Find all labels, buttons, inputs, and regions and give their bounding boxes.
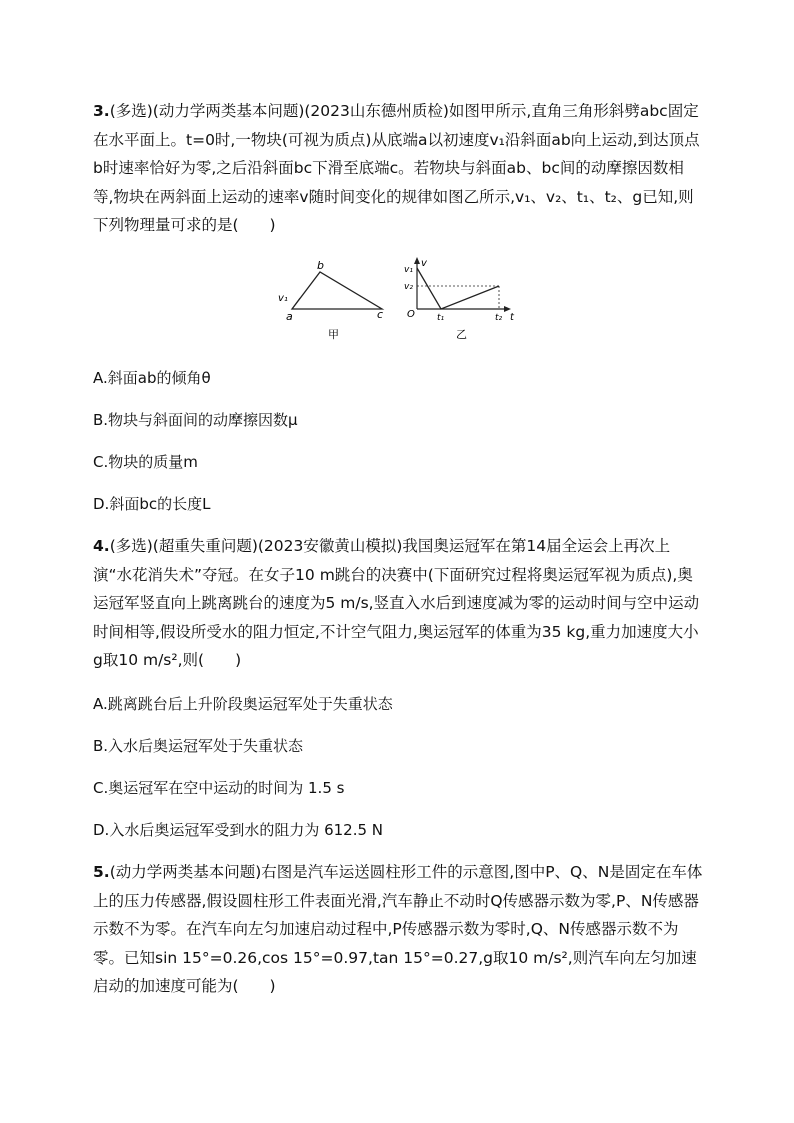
figure-3: [270, 254, 530, 346]
q3-option-d: D.斜面bc的长度L: [93, 495, 211, 513]
q4-option-a: A.跳离跳台后上升阶段奥运冠军处于失重状态: [93, 695, 393, 713]
label-b: b: [317, 259, 324, 272]
q4-option-b: B.入水后奥运冠军处于失重状态: [93, 737, 304, 755]
label-t: t: [510, 312, 514, 323]
triangle-diagram-jia: [278, 259, 383, 341]
v1-arrow: [292, 298, 300, 309]
caption-jia: 甲: [328, 328, 339, 341]
q3-option-b: B.物块与斜面间的动摩擦因数μ: [93, 411, 298, 429]
label-origin: O: [407, 309, 415, 320]
question-text: (动力学两类基本问题)右图是汽车运送圆柱形工件的示意图,图中P、Q、N是固定在车体上的压力传感器,假设圆柱形工件表面光滑,汽车静止不动时Q传感器示数为零,P、N传感器示数不为零。在汽车向左匀加速启动过程中,P传感器示数为零时,Q、N传感器示数不为零。已知sin 15°=0.26,cos 15°=0.97,tan 15°=0.27,g取10 m/s²,则汽车向左匀加速启动的加速度可能为( ): [93, 863, 703, 995]
label-v1: v₁: [404, 265, 413, 275]
question-number: 3.: [93, 102, 110, 120]
label-v: v: [421, 258, 427, 269]
label-v2: v₂: [404, 282, 413, 292]
q4-option-c: C.奥运冠军在空中运动的时间为 1.5 s: [93, 779, 345, 797]
label-a: a: [286, 310, 293, 323]
v-axis-arrow: [414, 257, 420, 264]
caption-yi: 乙: [456, 328, 467, 341]
q4-option-d: D.入水后奥运冠军受到水的阻力为 612.5 N: [93, 821, 384, 839]
q3-option-a: A.斜面ab的倾角θ: [93, 369, 211, 387]
q3-option-c: C.物块的质量m: [93, 453, 198, 471]
triangle-abc: [292, 272, 382, 309]
question-3: [93, 97, 703, 240]
question-text: (多选)(超重失重问题)(2023安徽黄山模拟)我国奥运冠军在第14届全运会上再次上演“水花消失术”夺冠。在女子10 m跳台的决赛中(下面研究过程将奥运冠军视为质点),奥运冠军竖直向上跳离跳台的速度为5 m/s,竖直入水后到速度减为零的运动时间与空中运动时间相等,假设所受水的阻力恒定,不计空气阻力,奥运冠军的体重为35 kg,重力加速度大小g取10 m/s²,则( ): [93, 537, 700, 669]
label-t1: t₁: [437, 313, 445, 323]
question-number: 5.: [93, 863, 110, 881]
velocity-line: [417, 268, 499, 309]
question-5: [93, 858, 703, 1001]
question-text: (多选)(动力学两类基本问题)(2023山东德州质检)如图甲所示,直角三角形斜劈abc固定在水平面上。t=0时,一物块(可视为质点)从底端a以初速度v₁沿斜面ab向上运动,到达顶点b时速率恰好为零,之后沿斜面bc下滑至底端c。若物块与斜面ab、bc间的动摩擦因数相等,物块在两斜面上运动的速率v随时间变化的规律如图乙所示,v₁、v₂、t₁、t₂、g已知,则下列物理量可求的是( ): [93, 102, 700, 234]
label-c: c: [377, 308, 384, 321]
vt-graph-yi: [404, 257, 515, 341]
question-number: 4.: [93, 537, 110, 555]
label-t2: t₂: [495, 313, 503, 323]
question-4: [93, 532, 703, 675]
label-v1-jia: v₁: [278, 293, 288, 304]
